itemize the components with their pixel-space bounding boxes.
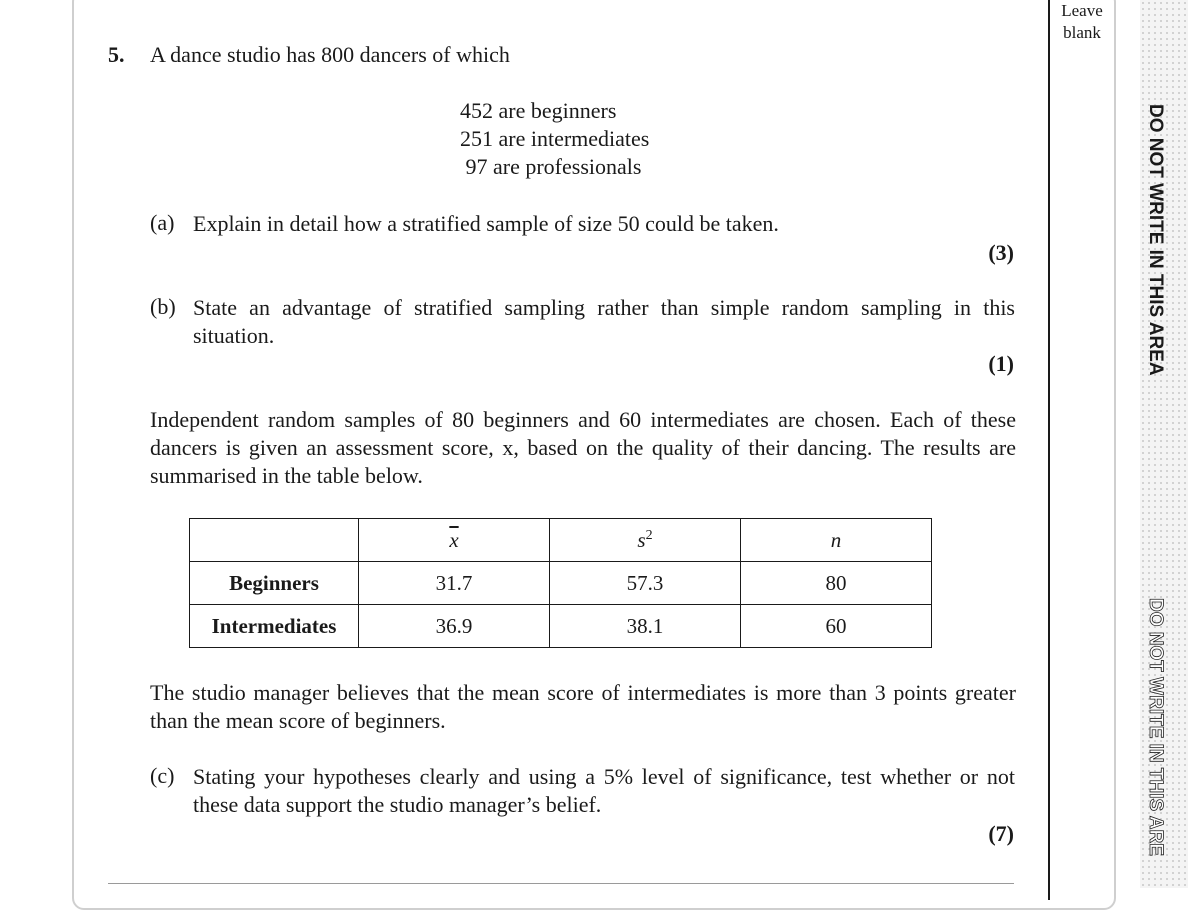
header-mean-symbol: $\overline{x}$ bbox=[449, 527, 459, 552]
part-b-marks: (1) bbox=[988, 351, 1014, 376]
part-a-marks: (3) bbox=[988, 240, 1014, 265]
manager-belief-paragraph: The studio manager believes that the mean score of intermediates is more than 3 points greater than the mean score of beginners. bbox=[150, 680, 1016, 733]
samples-paragraph: Independent random samples of 80 beginners and 60 intermediates are chosen. Each of these dancers is given an assessment score, x, based on the quality of their dancing. The results are summarised in the table below. bbox=[150, 407, 1016, 488]
answer-line bbox=[108, 883, 1014, 884]
margin-divider bbox=[1048, 0, 1050, 900]
question-number: 5. bbox=[108, 42, 125, 67]
leave-blank-label bbox=[1052, 0, 1112, 44]
cell-variance: 38.1 bbox=[550, 605, 741, 648]
header-empty-cell bbox=[190, 519, 359, 562]
part-c-label: (c) bbox=[150, 763, 175, 788]
table-row bbox=[190, 605, 932, 648]
header-variance bbox=[550, 519, 741, 562]
header-variance-symbol: s bbox=[637, 527, 646, 552]
part-c-text: Stating your hypotheses clearly and using a 5% level of significance, test whether or not these data support the studio manager’s belief. bbox=[193, 764, 1015, 817]
cell-variance: 57.3 bbox=[550, 562, 741, 605]
header-n bbox=[741, 519, 932, 562]
header-variance-exponent: 2 bbox=[645, 527, 653, 543]
table-header-row bbox=[190, 519, 932, 562]
row-label: Intermediates bbox=[190, 605, 359, 648]
question-intro: A dance studio has 800 dancers of which bbox=[150, 42, 510, 67]
part-a-text: Explain in detail how a stratified sample of size 50 could be taken. bbox=[193, 211, 779, 236]
header-n-symbol: n bbox=[830, 527, 842, 552]
part-b-text: State an advantage of stratified sampling rather than simple random sampling in this situation. bbox=[193, 295, 1015, 348]
cell-mean: 36.9 bbox=[359, 605, 550, 648]
cell-n: 60 bbox=[741, 605, 932, 648]
blank-label: blank bbox=[1063, 23, 1101, 42]
count-beginners: 452 are beginners bbox=[460, 98, 617, 123]
do-not-write-text-bottom: DO NOT WRITE IN THIS ARE bbox=[1145, 598, 1166, 856]
part-a-label: (a) bbox=[150, 210, 175, 235]
leave-label: Leave bbox=[1061, 1, 1103, 20]
dancer-counts bbox=[460, 97, 649, 181]
header-mean bbox=[359, 519, 550, 562]
count-professionals: 97 are professionals bbox=[460, 154, 642, 179]
table-row bbox=[190, 562, 932, 605]
count-intermediates: 251 are intermediates bbox=[460, 126, 650, 151]
row-label: Beginners bbox=[190, 562, 359, 605]
do-not-write-text-top: DO NOT WRITE IN THIS AREA bbox=[1145, 104, 1166, 376]
cell-mean: 31.7 bbox=[359, 562, 550, 605]
summary-table bbox=[189, 518, 932, 648]
part-c-marks: (7) bbox=[988, 821, 1014, 846]
cell-n: 80 bbox=[741, 562, 932, 605]
part-b-label: (b) bbox=[150, 294, 176, 319]
